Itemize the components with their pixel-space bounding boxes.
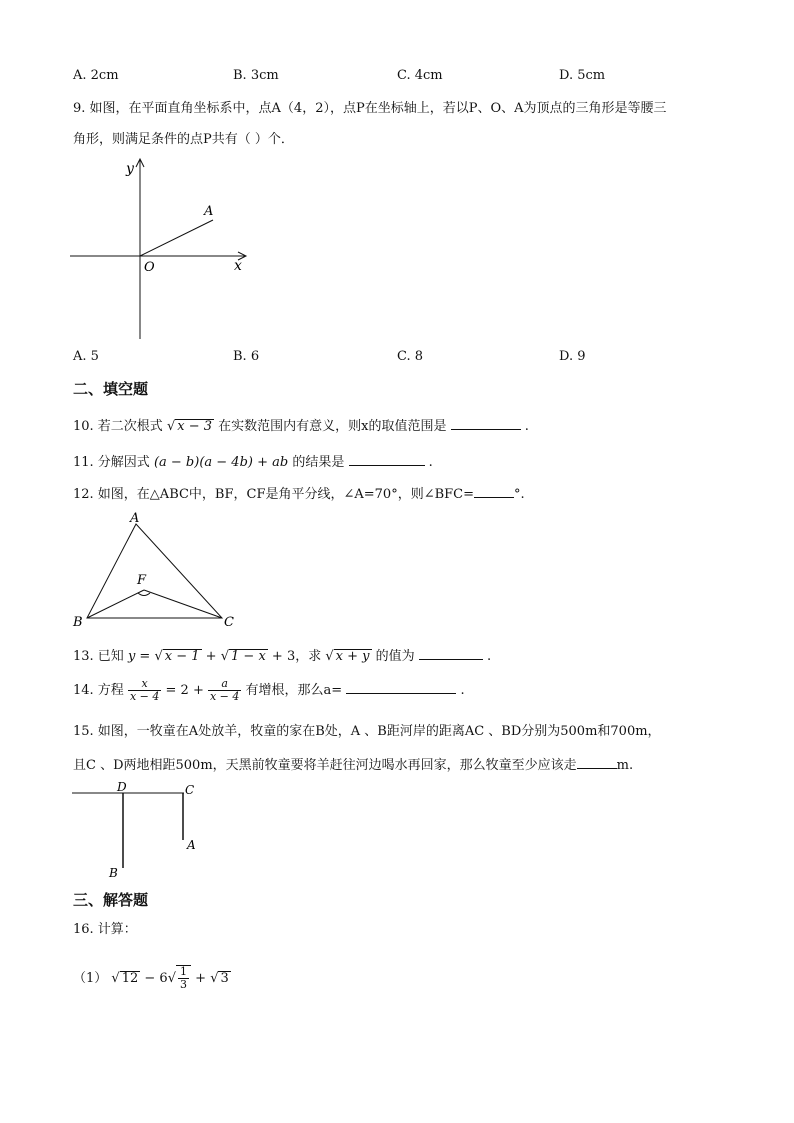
q13-end: . [486,649,492,664]
q9-line1: 9. 如图，在平面直角坐标系中，点A（4，2），点P在坐标轴上，若以P、O、A为顶点的三角形是等腰三 [73,101,667,116]
section-solve-title: 三、解答题 [73,891,149,909]
q11-expression: (a − b)(a − 4b) + ab [153,455,289,470]
angle-mark [138,593,150,596]
q12-end: °. [514,487,525,502]
q16-part-label: （1） [73,971,108,986]
q16-radicand-3: 3 [220,971,229,986]
q16-radical-3: √ 3 [210,971,229,986]
option-a: A. 2cm [73,68,119,83]
label-a: A [187,838,196,852]
q14-pre: 14. 方程 [73,683,124,698]
q10-pre: 10. 若二次根式 [73,419,163,434]
label-a: A [130,511,140,526]
q13-radicand-2: 1 − x [231,649,266,664]
q16-fraction [178,966,189,991]
q13-blank [419,646,483,660]
q16-frac-num: 1 [180,965,187,978]
option-c: C. 4cm [397,68,443,83]
q9-option-c: C. 8 [397,349,424,364]
q13-plus: + [205,649,217,664]
q10-radical: √ x − 3 [166,419,213,434]
q12-text: 12. 如图，在△ABC中，BF，CF是角平分线，∠A=70°，则∠BFC= [73,487,474,502]
q11-post: 的结果是 [292,455,345,470]
q14-fraction-1 [128,678,161,703]
q16-radicand-12: 12 [121,971,139,986]
label-a: A [204,204,214,219]
q14-post: 有增根，那么a= [245,683,343,698]
q16-part1 [73,965,231,991]
q13-radical-2: √ 1 − x [220,649,266,664]
segment-cf [144,590,222,618]
q12-figure [70,508,250,633]
q15-end: m. [616,758,634,773]
q15-line2 [73,755,633,775]
q13-radicand-3: x + y [335,649,370,664]
q13-pre: 13. 已知 [73,649,124,664]
q16-plus: + [195,971,207,986]
q11-end: . [428,455,433,470]
label-x: x [234,258,242,274]
q12 [73,484,525,504]
q13-post: 的值为 [375,649,415,664]
q12-blank [474,484,514,498]
q10 [73,416,529,436]
q11-blank [349,452,425,466]
q15-figure [70,778,210,883]
label-c: C [224,615,234,630]
q15-line2-text: 且C 、D两地相距500m，天黑前牧童要将羊赶往河边喝水再回家，那么牧童至少应该走 [73,758,577,773]
label-d: D [117,780,127,794]
q9-option-d: D. 9 [559,349,586,364]
q10-blank [451,416,521,430]
option-d: D. 5cm [559,68,606,83]
q11-pre: 11. 分解因式 [73,455,150,470]
q14-num2: a [208,678,241,691]
q10-end: . [524,419,529,434]
q15-blank [577,755,617,769]
label-y: y [126,161,134,177]
q14-end: . [460,683,465,698]
q13-y-eq: y = [127,649,155,664]
option-b: B. 3cm [233,68,279,83]
q15-line1: 15. 如图，一牧童在A处放羊，牧童的家在B处，A 、B距河岸的距离AC 、BD分别为500m和700m， [73,724,661,739]
q14-num1: x [128,678,161,691]
q9-option-a: A. 5 [73,349,99,364]
segment-oa [140,220,213,256]
label-f: F [137,573,147,588]
q14-den2: x − 4 [209,690,240,703]
section-fill-in-title: 二、填空题 [73,380,149,398]
q9-figure [70,155,260,345]
label-o: O [144,260,155,275]
q10-radicand: x − 3 [177,419,213,434]
q9-option-b: B. 6 [233,349,260,364]
q16-minus: − 6 [144,971,168,986]
q13-radical-1: √ x − 1 [154,649,200,664]
q13-radical-3: √ x + y [325,649,370,664]
q11 [73,452,433,472]
label-c: C [185,783,195,797]
q10-post: 在实数范围内有意义，则x的取值范围是 [218,419,447,434]
q14 [73,678,465,703]
q14-den1: x − 4 [129,690,160,703]
q14-blank [346,680,456,694]
label-b: B [109,866,118,880]
q16-title: 16. 计算： [73,922,137,937]
q13-plus3: + 3，求 [271,649,322,664]
label-b: B [73,615,83,630]
q13-radicand-1: x − 1 [164,649,200,664]
q14-fraction-2 [208,678,241,703]
q16-radical-frac: √ $\frac{1}{3}$ [168,971,191,986]
q9-line2: 角形，则满足条件的点P共有（ ）个． [73,132,294,147]
q16-frac-den: 3 [180,978,187,991]
segment-bf [87,590,144,618]
q14-mid: = 2 + [165,683,204,698]
q13 [73,646,491,666]
triangle-abc [87,524,222,618]
q16-radical-12: √ 12 [111,971,139,986]
